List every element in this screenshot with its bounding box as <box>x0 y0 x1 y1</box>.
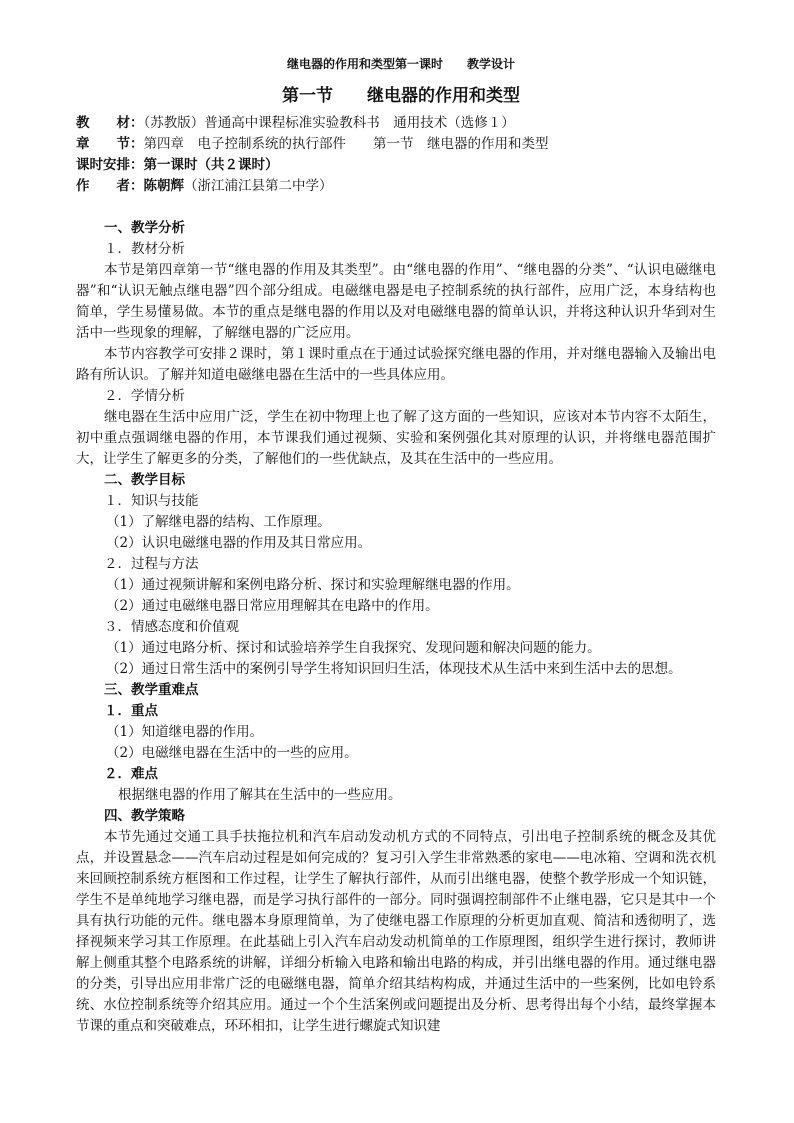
section-3-paragraph-1: 根据继电器的作用了解其在生活中的一些应用。 <box>118 787 402 803</box>
meta-schedule <box>76 155 716 176</box>
section-1-sub-2: ２．学情分析 <box>104 388 185 404</box>
section-2-heading: 二、教学目标 <box>104 472 185 488</box>
meta-textbook <box>76 113 716 134</box>
meta-chapter-label: 章 节： <box>76 136 144 152</box>
meta-schedule-value: 第一课时（共２课时） <box>143 157 279 173</box>
section-2-item-1: （1）了解继电器的结构、工作原理。 <box>106 514 331 530</box>
section-4-paragraph-1: 本节先通过交通工具手扶拖拉机和汽车启动发动机方式的不同特点，引出电子控制系统的概念及其优点，并设置悬念——汽车启动过程是如何完成的？复习引入学生非常熟悉的家电——电冰箱、空调和洗衣机来回顾控制系统方框图和工作过程，让学生了解执行部件，从而引出继电器，使整个教学形成一个知识链，学生不是单纯地学习继电器，而是学习执行部件的一部分。同时强调控制部件不止继电器，它只是其中一个具有执行功能的元件。继电器本身原理简单，为了使继电器工作原理的分析更加直观、简洁和透彻明了，选择视频来学习其工作原理。在此基础上引入汽车启动发动机简单的工作原理图，组织学生进行探讨，教师讲解上侧重其整个电路系统的讲解，详细分析输入电路和输出电路的构成，并引出继电器的作用。通过继电器的分类，引导出应用非常广泛的电磁继电器，简单介绍其结构构成，并通过生活中的一些案例，比如电铃系统、水位控制系统等介绍其应用。通过一个个生活案例或问题提出及分析、思考得出每个小结，最终掌握本节课的重点和突破难点，环环相扣，让学生进行螺旋式知识建 <box>76 829 716 1034</box>
section-3-sub-2: ２．难点 <box>104 766 158 782</box>
section-1-paragraph-2: 本节内容教学可安排２课时，第１课时重点在于通过试验探究继电器的作用，并对继电器输入及输出电路有所认识。了解并知道电磁继电器在生活中的一些具体应用。 <box>76 346 716 383</box>
section-2-sub-2: ２．过程与方法 <box>104 556 199 572</box>
section-4-heading: 四、教学策略 <box>104 808 185 824</box>
meta-author <box>76 176 716 197</box>
meta-chapter-value: 第四章 电子控制系统的执行部件 第一节 继电器的作用和类型 <box>143 136 549 152</box>
meta-textbook-value: （苏教版）普通高中课程标准实验教科书 通用技术（选修１） <box>143 115 515 131</box>
meta-author-value: 陈朝辉 <box>143 178 184 194</box>
document-header: 继电器的作用和类型第一课时 教学设计 <box>286 57 515 71</box>
section-1-paragraph-1: 本节是第四章第一节“继电器的作用及其类型”。由“继电器的作用”、“继电器的分类”、“认识电磁继电器”和“认识无触点继电器”四个部分组成。电磁继电器是电子控制系统的执行部件，应用广泛，本身结构也简单，学生易懂易做。本节的重点是继电器的作用以及对电磁继电器的简单认识，并将这种认识升华到对生活中一些现象的理解，了解继电器的广泛应用。 <box>76 262 716 341</box>
section-3-item-2: （2）电磁继电器在生活中的一些的应用。 <box>106 745 358 761</box>
meta-author-affiliation: （浙江浦江县第二中学） <box>184 178 333 194</box>
section-3-sub-1: １．重点 <box>104 703 158 719</box>
section-1-sub-1: １．教材分析 <box>104 241 185 257</box>
section-2-item-3: （1）通过视频讲解和案例电路分析、探讨和实验理解继电器的作用。 <box>106 577 520 593</box>
section-1-paragraph-3: 继电器在生活中应用广泛，学生在初中物理上也了解了这方面的一些知识，应该对本节内容不太陌生，初中重点强调继电器的作用，本节课我们通过视频、实验和案例强化其对原理的认识，并将继电器范围扩大，让学生了解更多的分类，了解他们的一些优缺点，及其在生活中的一些应用。 <box>76 409 716 467</box>
section-2-item-4: （2）通过电磁继电器日常应用理解其在电路中的作用。 <box>106 598 439 614</box>
section-3-heading: 三、教学重难点 <box>104 682 199 698</box>
section-3-item-1: （1）知道继电器的作用。 <box>106 724 264 740</box>
meta-chapter <box>76 134 716 155</box>
section-1-heading: 一、教学分析 <box>104 220 185 236</box>
section-2-sub-1: １．知识与技能 <box>104 493 199 509</box>
meta-textbook-label: 教 材： <box>76 115 144 131</box>
section-2-sub-3: ３．情感态度和价值观 <box>104 619 239 635</box>
meta-schedule-label: 课时安排： <box>76 157 144 173</box>
document-body <box>76 55 716 1037</box>
section-2-item-5: （1）通过电路分析、探讨和试验培养学生自我探究、发现问题和解决问题的能力。 <box>106 640 601 656</box>
meta-author-label: 作 者： <box>76 178 144 194</box>
document-title: 第一节 继电器的作用和类型 <box>282 86 520 106</box>
section-spacer <box>76 197 716 218</box>
section-2-item-6: （2）通过日常生活中的案例引导学生将知识回归生活，体现技术从生活中来到生活中去的思想。 <box>106 661 682 677</box>
section-2-item-2: （2）认识电磁继电器的作用及其日常应用。 <box>106 535 372 551</box>
